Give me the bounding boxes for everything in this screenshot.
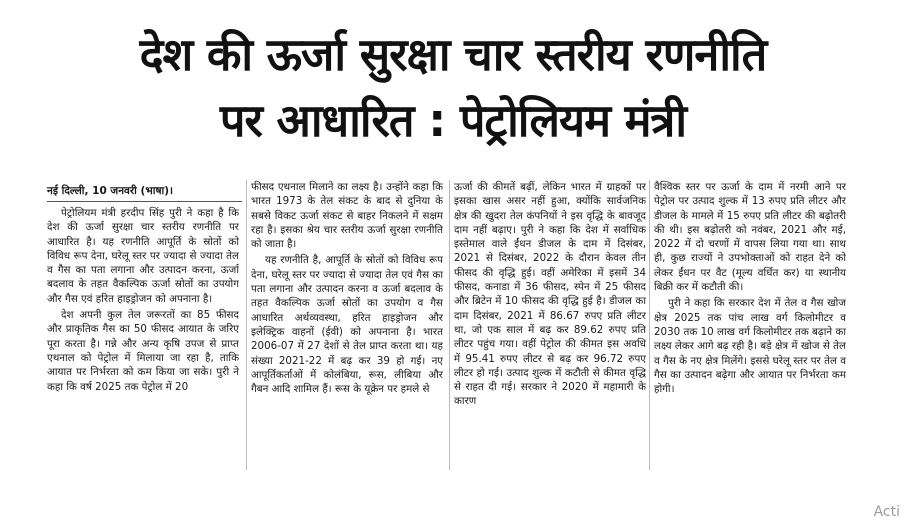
paragraph: फीसद एथनाल मिलाने का लक्ष्य है। उन्होंने कहा कि भारत 1973 के तेल संकट के बाद से दुनिया के सबसे विकट ऊर्जा संकट से बाहर निकलने में सक्षम रहा है। इसका श्रेय चार स्तरीय ऊर्जा सुरक्षा रणनीति को जाता है। bbox=[251, 181, 443, 251]
column-divider bbox=[649, 180, 650, 470]
column-2 bbox=[251, 180, 443, 470]
headline-line-2: पर आधारित : पेट्रोलियम मंत्री bbox=[219, 94, 687, 147]
dateline: नई दिल्ली, 10 जनवरी (भाषा)। bbox=[47, 184, 242, 202]
headline-line-1: देश की ऊर्जा सुरक्षा चार स्तरीय रणनीति bbox=[139, 28, 767, 81]
paragraph: पेट्रोलियम मंत्री हरदीप सिंह पुरी ने कहा है कि देश की ऊर्जा सुरक्षा चार स्तरीय रणनीति पर आधारित है। यह रणनीति आपूर्ति के स्रोतों को विविध रूप देना, घरेलू स्तर पर ज्यादा से ज्यादा तेल व गैस का पता लगाना और उत्पादन करना, ऊर्जा बदलाव के तहत वैकल्पिक ऊर्जा स्रोतों का उपयोग और गैस एवं हरित हाइड्रोजन को अपनाना है। bbox=[47, 207, 239, 305]
paragraph: वैश्विक स्तर पर ऊर्जा के दाम में नरमी आने पर पेट्रोल पर उत्पाद शुल्क में 13 रुपए प्रति लीटर और डीजल के मामले में 15 रुपए प्रति लीटर की बढ़ोतरी की थी। इस बढ़ोतरी को नवंबर, 2021 और मई, 2022 में दो चरणों में वापस लिया गया था। साथ ही, कुछ राज्यों ने उपभोक्ताओं को राहत देने को लेकर ईंधन पर वैट (मूल्य वर्धित कर) या स्थानीय बिक्री कर में कटौती की। bbox=[654, 181, 846, 294]
activation-watermark-text: Acti bbox=[873, 504, 900, 520]
paragraph: पुरी ने कहा कि सरकार देश में तेल व गैस खोज क्षेत्र 2025 तक पांच लाख वर्ग किलोमीटर व 2030 तक 10 लाख वर्ग किलोमीटर तक बढ़ाने का लक्ष्य लेकर आगे बढ़ रही है। बड़े क्षेत्र में खोज से तेल व गैस के नए क्षेत्र मिलेंगे। इससे घरेलू स्तर पर तेल व गैस का उत्पादन बढ़ेगा और आयात पर निर्भरता कम होगी। bbox=[654, 297, 846, 396]
headline bbox=[0, 22, 906, 154]
column-3 bbox=[454, 180, 646, 470]
column-divider bbox=[246, 180, 247, 470]
paragraph: देश अपनी कुल तेल जरूरतों का 85 फीसद और प्राकृतिक गैस का 50 फीसद आयात के जरिए पूरा करता है। गन्ने और अन्य कृषि उपज से प्राप्त एथनाल को पेट्रोल में मिलाया जा रहा है, ताकि आयात पर निर्भरता को कम किया जा सके। पुरी ने कहा कि वर्ष 2025 तक पेट्रोल में 20 bbox=[47, 309, 239, 393]
paragraph: यह रणनीति है, आपूर्ति के स्रोतों को विविध रूप देना, घरेलू स्तर पर ज्यादा से ज्यादा तेल एवं गैस का पता लगाना और उत्पादन करना व ऊर्जा बदलाव के तहत वैकल्पिक ऊर्जा स्रोतों का उपयोग व गैस आधारित अर्थव्यवस्था, हरित हाइड्रोजन और इलेक्ट्रिक वाहनों (ईवी) को अपनाना है। भारत 2006-07 में 27 देशों से तेल प्राप्त करता था। यह संख्या 2021-22 में बढ़ कर 39 हो गई। नए आपूर्तिकर्ताओं में कोलंबिया, रूस, लीबिया और गैबन आदि शामिल हैं। रूस के यूक्रेन पर हमले से bbox=[251, 254, 443, 396]
column-divider bbox=[449, 180, 450, 470]
column-4 bbox=[654, 180, 846, 470]
paragraph: ऊर्जा की कीमतें बढ़ीं, लेकिन भारत में ग्राहकों पर इसका खास असर नहीं हुआ, क्योंकि सार्वजनिक क्षेत्र की खुदरा तेल कंपनियों ने इस वृद्धि के बावजूद दाम नहीं बढ़ाए। पुरी ने कहा कि देश में सर्वाधिक इस्तेमाल वाले ईंधन डीजल के दाम में दिसंबर, 2021 से दिसंबर, 2022 के दौरान केवल तीन फीसद की वृद्धि हुई। वहीं अमेरिका में इसमें 34 फीसद, कनाडा में 36 फीसद, स्पेन में 25 फीसद और ब्रिटेन में 10 फीसद की वृद्धि हुई है। डीजल का दाम दिसंबर, 2021 में 86.67 रुपए प्रति लीटर था, जो एक साल में बढ़ कर 89.62 रुपए प्रति लीटर पहुंच गया। वहीं पेट्रोल की कीमत इस अवधि में 95.41 रुपए लीटर से बढ़ कर 96.72 रुपए लीटर हो गई। उत्पाद शुल्क में कटौती से कीमत वृद्धि से राहत दी गई। सरकार ने 2020 में महामारी के कारण bbox=[454, 181, 646, 408]
column-1 bbox=[47, 206, 239, 468]
